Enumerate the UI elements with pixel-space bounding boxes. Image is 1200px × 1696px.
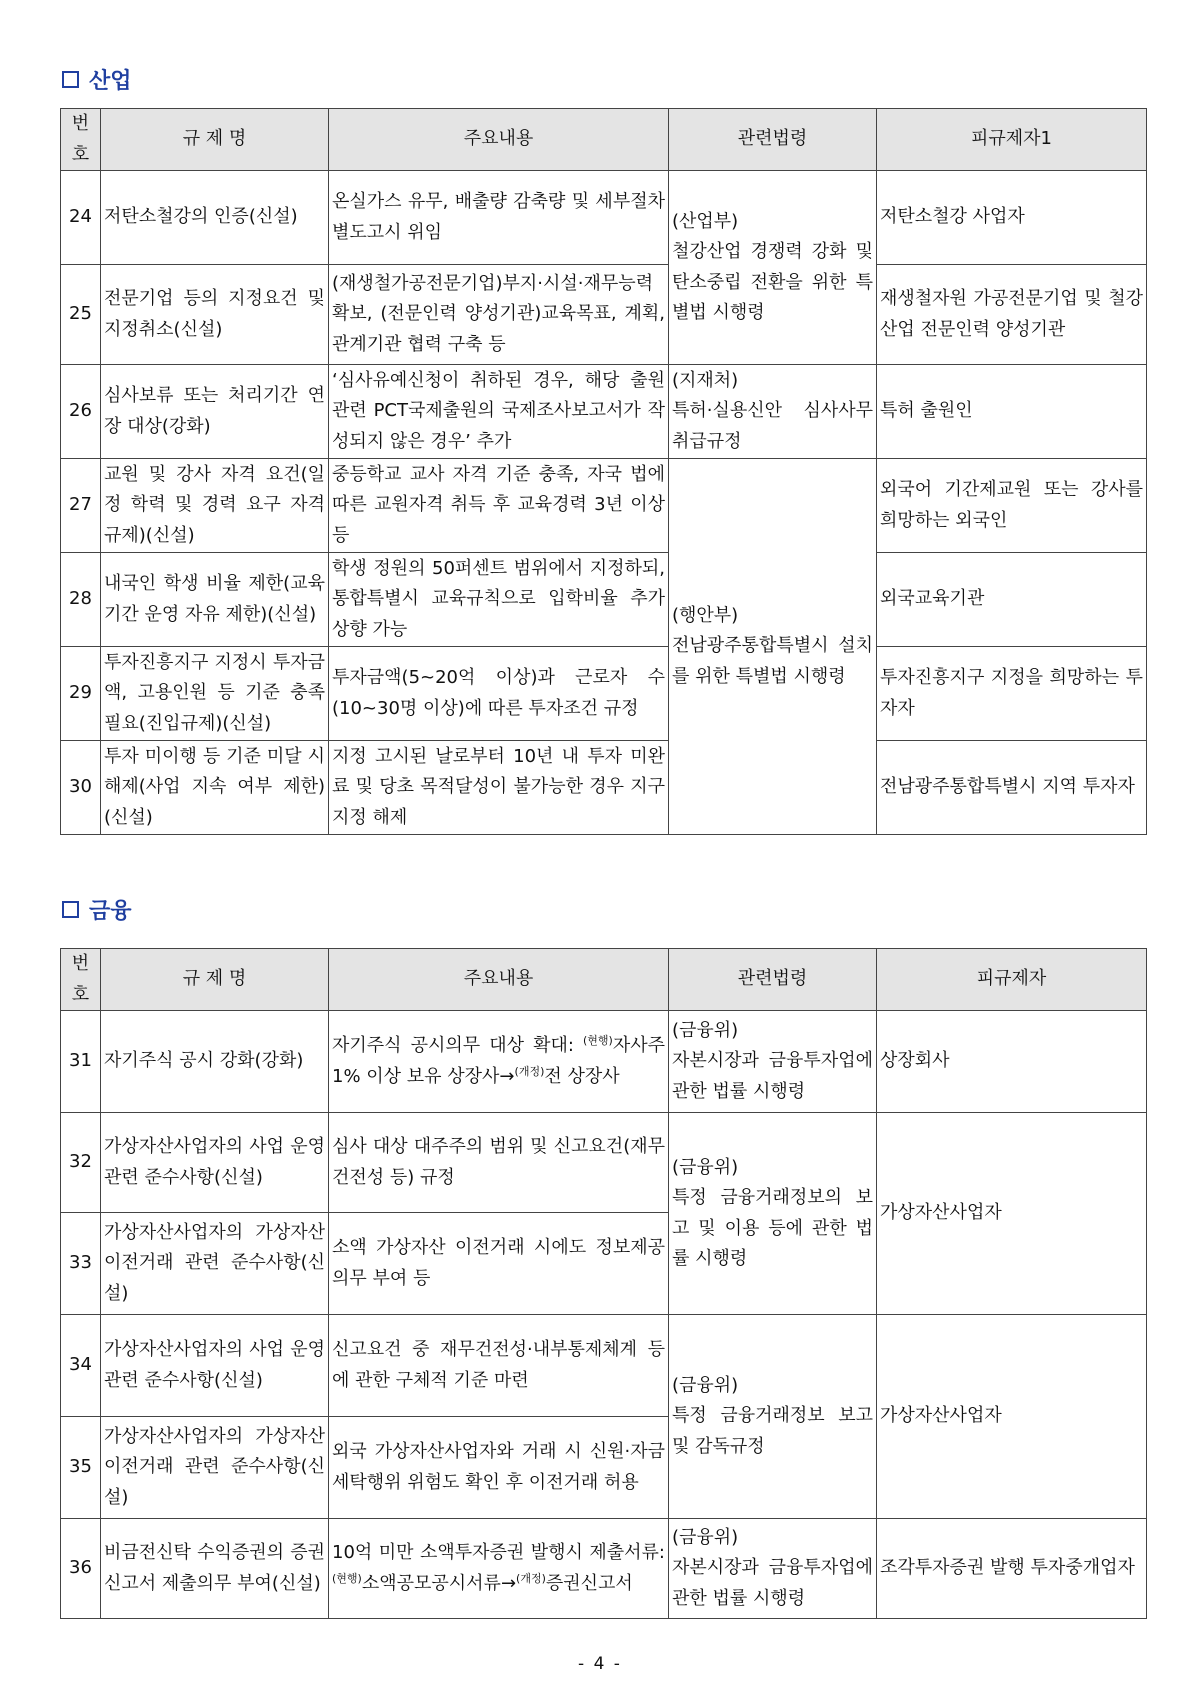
row-law: (금융위) 특정 금융거래정보의 보고 및 이용 등에 관한 법률 시행령 (669, 1113, 877, 1315)
row-target: 상장회사 (877, 1011, 1147, 1113)
section-title-industry (62, 64, 132, 95)
section-title-text: 금융 (89, 899, 132, 924)
row-name: 교원 및 강사 자격 요건(일정 학력 및 경력 요구 자격 규제)(신설) (101, 459, 329, 553)
row-number: 29 (61, 647, 101, 741)
row-number: 35 (61, 1417, 101, 1519)
row-number: 30 (61, 741, 101, 835)
table-row (61, 1315, 1147, 1417)
table-row (61, 365, 1147, 459)
row-number: 32 (61, 1113, 101, 1213)
table-row (61, 459, 1147, 553)
row-number: 24 (61, 171, 101, 265)
header-number: 번호 (61, 109, 101, 171)
row-target: 조각투자증권 발행 투자중개업자 (877, 1519, 1147, 1619)
row-law: (금융위) 특정 금융거래정보 보고 및 감독규정 (669, 1315, 877, 1519)
row-content: ‘심사유예신청이 취하된 경우, 해당 출원 관련 PCT국제출원의 국제조사보고서가 작성되지 않은 경우’ 추가 (329, 365, 669, 459)
table-row (61, 741, 1147, 835)
row-target: 가상자산사업자 (877, 1315, 1147, 1519)
row-number: 31 (61, 1011, 101, 1113)
row-content: 소액 가상자산 이전거래 시에도 정보제공 의무 부여 등 (329, 1213, 669, 1315)
header-target: 피규제자 (877, 949, 1147, 1011)
header-target: 피규제자1 (877, 109, 1147, 171)
row-content: (재생철가공전문기업)부지·시설·재무능력 확보, (전문인력 양성기관)교육목표, 계획, 관계기관 협력 구축 등 (329, 265, 669, 365)
header-number: 번호 (61, 949, 101, 1011)
finance-table (60, 948, 1147, 1619)
row-law: (금융위) 자본시장과 금융투자업에 관한 법률 시행령 (669, 1519, 877, 1619)
row-target: 전남광주통합특별시 지역 투자자 (877, 741, 1147, 835)
row-content: 중등학교 교사 자격 기준 충족, 자국 법에 따른 교원자격 취득 후 교육경력 3년 이상 등 (329, 459, 669, 553)
table-row (61, 647, 1147, 741)
row-target: 외국어 기간제교원 또는 강사를 희망하는 외국인 (877, 459, 1147, 553)
row-content: 학생 정원의 50퍼센트 범위에서 지정하되, 통합특별시 교육규칙으로 입학비율 추가 상향 가능 (329, 553, 669, 647)
header-content: 주요내용 (329, 949, 669, 1011)
row-name: 내국인 학생 비율 제한(교육기간 운영 자유 제한)(신설) (101, 553, 329, 647)
row-number: 28 (61, 553, 101, 647)
row-name: 전문기업 등의 지정요건 및 지정취소(신설) (101, 265, 329, 365)
row-target: 특허 출원인 (877, 365, 1147, 459)
row-content: 자기주식 공시의무 대상 확대: $^{(현행)}$자사주 1% 이상 보유 상장사→$^{(개정)}$전 상장사 (329, 1011, 669, 1113)
checkbox-square-icon (62, 901, 79, 918)
industry-table (60, 108, 1147, 835)
table-header-row (61, 949, 1147, 1011)
row-content: 심사 대상 대주주의 범위 및 신고요건(재무건전성 등) 규정 (329, 1113, 669, 1213)
row-content: 10억 미만 소액투자증권 발행시 제출서류: $^{(현행)}$소액공모공시서류→$^{(개정)}$증권신고서 (329, 1519, 669, 1619)
row-law: (산업부) 철강산업 경쟁력 강화 및 탄소중립 전환을 위한 특별법 시행령 (669, 171, 877, 365)
row-content: 지정 고시된 날로부터 10년 내 투자 미완료 및 당초 목적달성이 불가능한 경우 지구 지정 해제 (329, 741, 669, 835)
row-target: 투자진흥지구 지정을 희망하는 투자자 (877, 647, 1147, 741)
table-row (61, 1011, 1147, 1113)
row-target: 재생철자원 가공전문기업 및 철강산업 전문인력 양성기관 (877, 265, 1147, 365)
page-number: - 4 - (578, 1654, 622, 1674)
row-number: 36 (61, 1519, 101, 1619)
row-name: 가상자산사업자의 사업 운영 관련 준수사항(신설) (101, 1315, 329, 1417)
row-name: 자기주식 공시 강화(강화) (101, 1011, 329, 1113)
row-law: (행안부) 전남광주통합특별시 설치를 위한 특별법 시행령 (669, 459, 877, 835)
row-name: 저탄소철강의 인증(신설) (101, 171, 329, 265)
row-number: 25 (61, 265, 101, 365)
table-header-row (61, 109, 1147, 171)
section-title-finance (62, 894, 132, 925)
row-name: 가상자산사업자의 사업 운영 관련 준수사항(신설) (101, 1113, 329, 1213)
row-law: (지재처) 특허·실용신안 심사사무 취급규정 (669, 365, 877, 459)
row-content: 온실가스 유무, 배출량 감축량 및 세부절차 별도고시 위임 (329, 171, 669, 265)
header-name: 규 제 명 (101, 109, 329, 171)
section-title-text: 산업 (89, 69, 132, 94)
table-row (61, 171, 1147, 265)
header-law: 관련법령 (669, 949, 877, 1011)
row-name: 가상자산사업자의 가상자산 이전거래 관련 준수사항(신설) (101, 1417, 329, 1519)
row-name: 비금전신탁 수익증권의 증권신고서 제출의무 부여(신설) (101, 1519, 329, 1619)
row-name: 투자진흥지구 지정시 투자금액, 고용인원 등 기준 충족 필요(진입규제)(신설) (101, 647, 329, 741)
row-number: 34 (61, 1315, 101, 1417)
row-content: 신고요건 중 재무건전성·내부통제체계 등에 관한 구체적 기준 마련 (329, 1315, 669, 1417)
header-content: 주요내용 (329, 109, 669, 171)
row-target: 저탄소철강 사업자 (877, 171, 1147, 265)
checkbox-square-icon (62, 71, 79, 88)
row-name: 심사보류 또는 처리기간 연장 대상(강화) (101, 365, 329, 459)
table-row (61, 1113, 1147, 1213)
row-content: 투자금액(5~20억 이상)과 근로자 수(10~30명 이상)에 따른 투자조건 규정 (329, 647, 669, 741)
row-number: 27 (61, 459, 101, 553)
row-target: 가상자산사업자 (877, 1113, 1147, 1315)
table-row (61, 553, 1147, 647)
row-name: 투자 미이행 등 기준 미달 시 해제(사업 지속 여부 제한)(신설) (101, 741, 329, 835)
header-name: 규 제 명 (101, 949, 329, 1011)
row-law: (금융위) 자본시장과 금융투자업에 관한 법률 시행령 (669, 1011, 877, 1113)
row-number: 33 (61, 1213, 101, 1315)
table-row (61, 1519, 1147, 1619)
row-content: 외국 가상자산사업자와 거래 시 신원·자금세탁행위 위험도 확인 후 이전거래 허용 (329, 1417, 669, 1519)
row-name: 가상자산사업자의 가상자산 이전거래 관련 준수사항(신설) (101, 1213, 329, 1315)
row-target: 외국교육기관 (877, 553, 1147, 647)
table-row (61, 265, 1147, 365)
header-law: 관련법령 (669, 109, 877, 171)
row-number: 26 (61, 365, 101, 459)
